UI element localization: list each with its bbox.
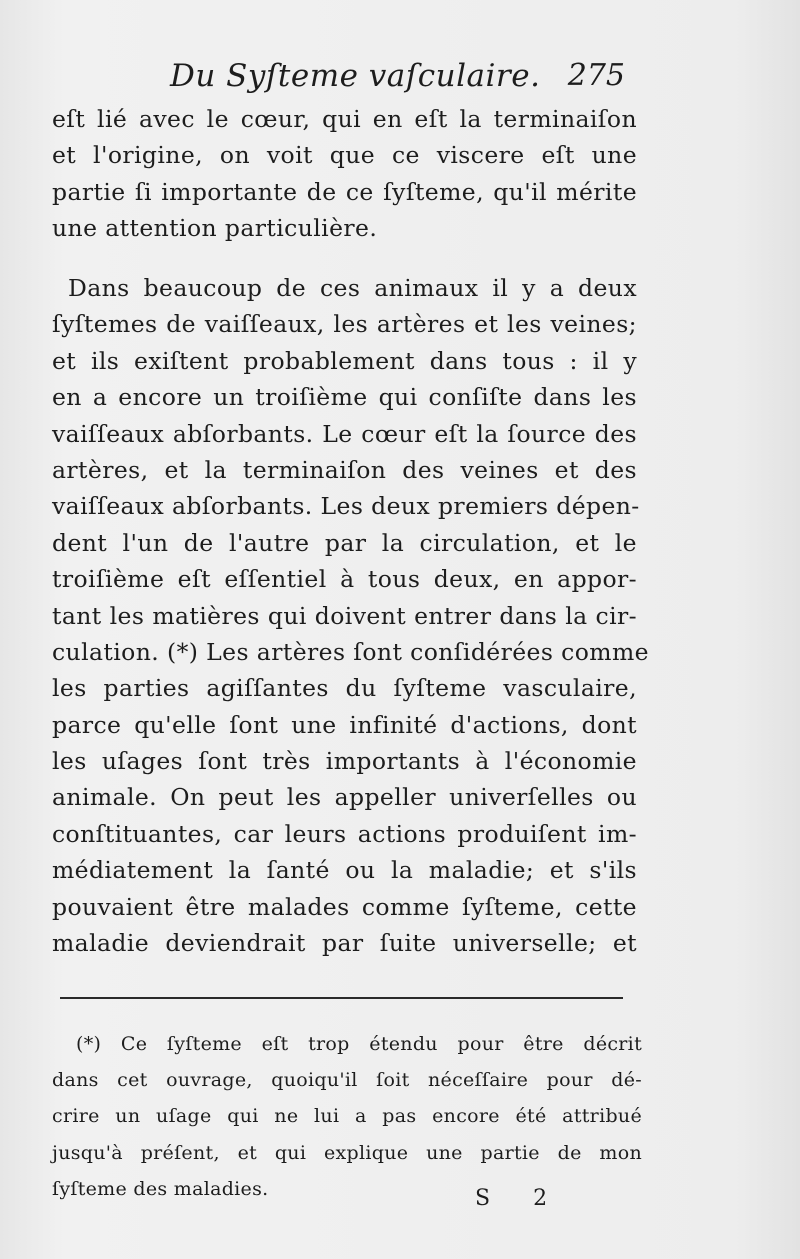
text-line: et ils exiſtent probablement dans tous : il y [52,346,637,375]
footnote-line: jusqu'à préſent, et qui explique une partie de mon [52,1141,642,1164]
text-line: tant les matières qui doivent entrer dans la cir- [52,601,637,630]
running-title: Du Syſteme vaſculaire. [170,58,541,94]
page-header [170,58,630,98]
text-line: culation. (*) Les artères ſont conſidérées comme [52,637,649,666]
footnote-line: ſyſteme des maladies. [52,1177,269,1200]
text-line: les uſages ſont très importants à l'économie [52,747,637,776]
text-line: et l'origine, on voit que ce viscere eſt une [52,141,637,170]
page-number: 275 [567,58,625,93]
text-line: en a encore un troiſième qui conſiſte dans les [52,383,637,412]
text-line: ſyſtemes de vaiſſeaux, les artères et les veines; [52,310,637,339]
text-line: médiatement la ſanté ou la maladie; et s'ils [52,856,637,885]
footnote-line: dans cet ouvrage, quoiqu'il ſoit néceſſaire pour dé- [52,1069,642,1092]
text-line: animale. On peut les appeller univerſelles ou [52,783,637,812]
text-line: parce qu'elle ſont une infinité d'actions, dont [52,710,637,739]
text-line: une attention particulière. [52,214,378,243]
footnote-line: crire un uſage qui ne lui a pas encore été attribué [52,1105,642,1128]
text-line: conſtituantes, car leurs actions produiſent im- [52,819,637,848]
text-line: vaiſſeaux abſorbants. Les deux premiers dépen- [52,492,640,521]
text-line: maladie deviendrait par ſuite universelle; et [52,929,637,958]
footnote-divider [60,997,623,999]
signature-mark: S 2 [475,1186,566,1211]
footnote-line: (*) Ce ſyſteme eſt trop étendu pour être décrit [76,1033,642,1055]
text-line: partie ſi importante de ce ſyſteme, qu'il mérite [52,177,637,206]
paragraph-continuation [52,101,637,247]
paragraph-main [52,270,649,961]
text-line: troiſième eſt eſſentiel à tous deux, en appor- [52,565,637,594]
text-line: Dans beaucoup de ces animaux il y a deux [68,274,637,302]
text-line: vaiſſeaux abſorbants. Le cœur eſt la ſource des [52,419,637,448]
footnote [52,1026,642,1207]
text-line: dent l'un de l'autre par la circulation, et le [52,528,637,557]
text-line: pouvaient être malades comme ſyſteme, cette [52,892,637,921]
text-line: eſt lié avec le cœur, qui en eſt la terminaiſon [52,105,637,133]
text-line: artères, et la terminaiſon des veines et des [52,455,637,484]
text-line: les parties agiſſantes du ſyſteme vasculaire, [52,674,637,703]
